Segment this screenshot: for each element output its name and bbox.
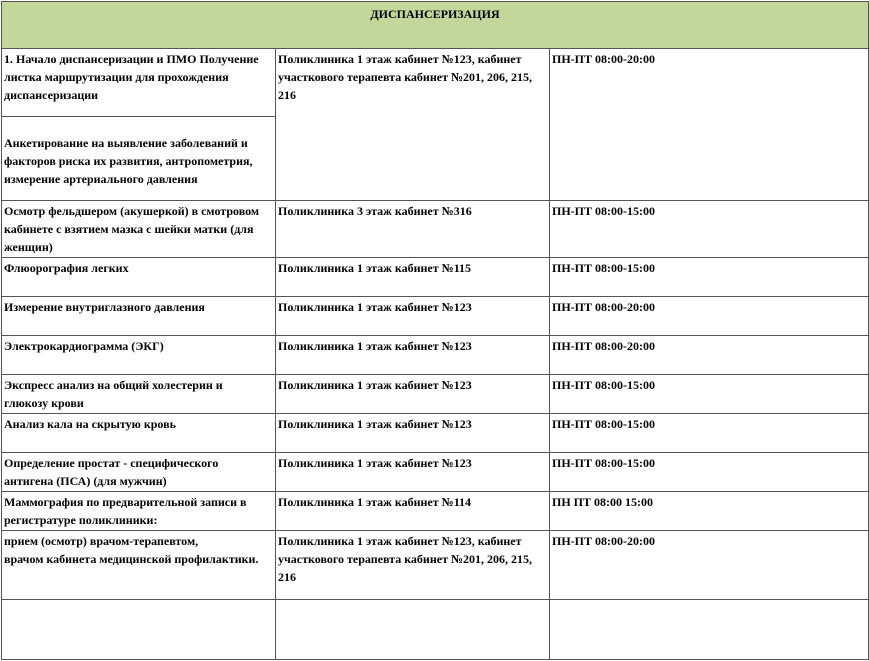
- location-cell: Поликлиника 1 этаж кабинет №115: [276, 258, 550, 297]
- service-cell: прием (осмотр) врачом-терапевтом, врачом кабинета медицинской профилактики.: [2, 531, 276, 600]
- hours-cell: ПН-ПТ 08:00-15:00: [550, 201, 869, 258]
- hours-cell: ПН-ПТ 08:00-20:00: [550, 49, 869, 201]
- table-row: [2, 258, 869, 297]
- hours-cell: ПН-ПТ 08:00-15:00: [550, 375, 869, 414]
- service-cell: Анкетирование на выявление заболеваний и факторов риска их развития, антропометрия, измерение артериального давления: [2, 117, 276, 201]
- location-cell: Поликлиника 1 этаж кабинет №123: [276, 453, 550, 492]
- location-cell: Поликлиника 1 этаж кабинет №114: [276, 492, 550, 531]
- location-cell: Поликлиника 1 этаж кабинет №123: [276, 297, 550, 336]
- location-cell: Поликлиника 1 этаж кабинет №123, кабинет участкового терапевта кабинет №201, 206, 215, 216: [276, 49, 550, 201]
- service-cell: Флюорография легких: [2, 258, 276, 297]
- location-cell: Поликлиника 3 этаж кабинет №316: [276, 201, 550, 258]
- service-cell: Анализ кала на скрытую кровь: [2, 414, 276, 453]
- empty-cell: [2, 600, 276, 660]
- location-cell: Поликлиника 1 этаж кабинет №123: [276, 336, 550, 375]
- service-cell: Осмотр фельдшером (акушеркой) в смотровом кабинете с взятием мазка с шейки матки (для женщин): [2, 201, 276, 258]
- table-title: ДИСПАНСЕРИЗАЦИЯ: [2, 2, 869, 49]
- empty-cell: [550, 600, 869, 660]
- table-row: [2, 297, 869, 336]
- table-row: [2, 414, 869, 453]
- hours-cell: ПН-ПТ 08:00-20:00: [550, 336, 869, 375]
- location-cell: Поликлиника 1 этаж кабинет №123, кабинет участкового терапевта кабинет №201, 206, 215, 216: [276, 531, 550, 600]
- service-cell: Маммография по предварительной записи в регистратуре поликлиники:: [2, 492, 276, 531]
- table-row: [2, 492, 869, 531]
- service-cell: 1. Начало диспансеризации и ПМО Получение листка маршрутизации для прохождения диспансеризации: [2, 49, 276, 117]
- table-row: [2, 453, 869, 492]
- hours-cell: ПН ПТ 08:00 15:00: [550, 492, 869, 531]
- dispensary-schedule-table: [1, 1, 869, 660]
- table-row: [2, 201, 869, 258]
- hours-cell: ПН-ПТ 08:00-20:00: [550, 531, 869, 600]
- table-header-row: [2, 2, 869, 49]
- hours-cell: ПН-ПТ 08:00-15:00: [550, 414, 869, 453]
- service-cell: Измерение внутриглазного давления: [2, 297, 276, 336]
- table-row: [2, 375, 869, 414]
- empty-cell: [276, 600, 550, 660]
- service-cell: Определение простат - специфического антигена (ПСА) (для мужчин): [2, 453, 276, 492]
- hours-cell: ПН-ПТ 08:00-20:00: [550, 297, 869, 336]
- hours-cell: ПН-ПТ 08:00-15:00: [550, 453, 869, 492]
- service-cell: Экспресс анализ на общий холестерин и глюкозу крови: [2, 375, 276, 414]
- empty-table-row: [2, 600, 869, 660]
- table-row: [2, 336, 869, 375]
- service-cell: Электрокардиограмма (ЭКГ): [2, 336, 276, 375]
- table-row: [2, 531, 869, 600]
- table-row: [2, 49, 869, 117]
- hours-cell: ПН-ПТ 08:00-15:00: [550, 258, 869, 297]
- location-cell: Поликлиника 1 этаж кабинет №123: [276, 414, 550, 453]
- location-cell: Поликлиника 1 этаж кабинет №123: [276, 375, 550, 414]
